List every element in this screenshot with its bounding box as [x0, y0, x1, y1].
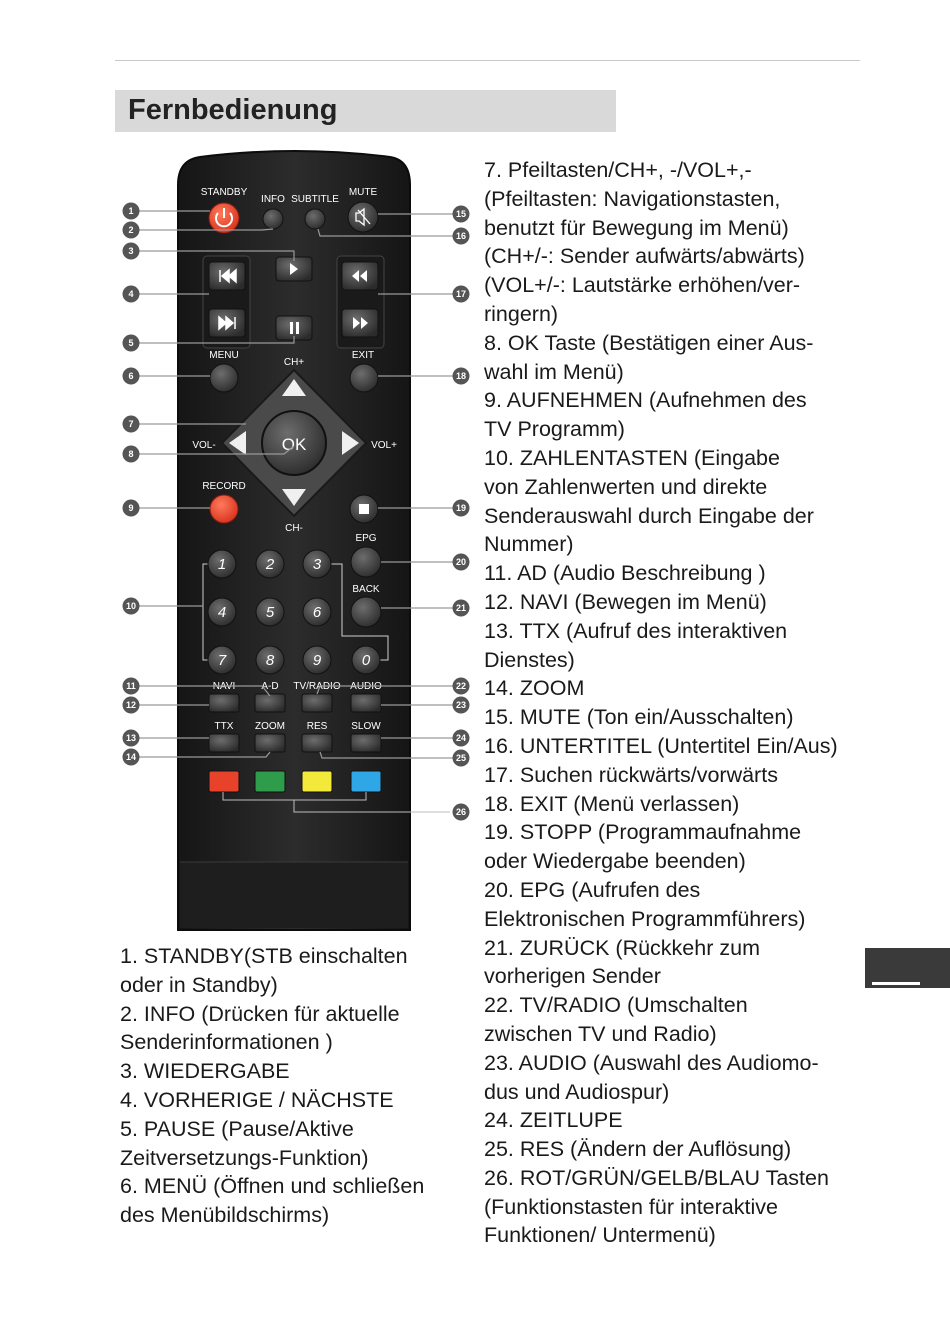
legend-line: 2. INFO (Drücken für aktuelle [120, 1001, 400, 1026]
legend-line: 3. WIEDERGABE [120, 1059, 290, 1084]
digit-label: 9 [312, 652, 322, 669]
standby-label: STANDBY [200, 187, 248, 198]
callout-number: 1 [128, 206, 134, 217]
legend-line: Senderauswahl durch Eingabe der [484, 503, 814, 528]
callout-badge [123, 286, 140, 303]
zoom-button[interactable] [255, 734, 285, 752]
legend-line: Funktionen/ Untermenü) [484, 1223, 716, 1248]
legend-line: (VOL+/-: Lautstärke erhöhen/ver- [484, 273, 801, 298]
digit-label: 1 [217, 556, 227, 573]
previous-button[interactable] [209, 262, 245, 290]
callout-badge [453, 206, 470, 223]
legend-line: 17. Suchen rückwärts/vorwärts [484, 762, 778, 787]
legend-line: 8. OK Taste (Bestätigen einer Aus- [484, 330, 814, 355]
callout-number: 4 [128, 289, 134, 300]
callout-badge [123, 730, 140, 747]
record-label: RECORD [202, 481, 246, 492]
navi-button[interactable] [209, 694, 239, 712]
mute-button[interactable] [348, 202, 378, 232]
callout-badge [123, 678, 140, 695]
callout-badge [453, 228, 470, 245]
legend-line: 19. STOPP (Programmaufnahme [484, 820, 802, 845]
info-button[interactable] [263, 209, 283, 229]
green-key[interactable] [255, 771, 285, 792]
legend-line: 4. VORHERIGE / NÄCHSTE [120, 1087, 394, 1112]
vol-minus-label: VOL- [192, 440, 216, 451]
vol-plus-label: VOL+ [371, 440, 397, 451]
callout-number: 2 [128, 225, 134, 236]
fast-forward-button[interactable] [342, 309, 378, 337]
legend-line: benutzt für Bewegung im Menü) [484, 215, 789, 240]
legend-line: 7. Pfeiltasten/CH+, -/VOL+,- [484, 158, 752, 182]
legend-line: (CH+/-: Sender aufwärts/abwärts) [484, 244, 805, 269]
callout-number: 10 [125, 601, 137, 612]
legend-line: 14. ZOOM [484, 676, 585, 701]
callout-number: 25 [455, 753, 467, 764]
menu-label: MENU [209, 350, 239, 361]
subtitle-label: SUBTITLE [291, 194, 339, 205]
legend-line: oder in Standby) [120, 972, 278, 997]
pause-icon [290, 322, 293, 334]
callout-badge [123, 446, 140, 463]
legend-line: Senderinformationen ) [120, 1030, 333, 1055]
callout-badge [123, 243, 140, 260]
callout-number: 17 [455, 289, 467, 300]
epg-label: EPG [355, 533, 377, 544]
digit-label: 8 [265, 652, 275, 669]
digit-button[interactable] [303, 598, 331, 626]
slow-button[interactable] [351, 734, 381, 752]
callout-badge [453, 500, 470, 517]
subtitle-button[interactable] [305, 209, 325, 229]
callout-number: 15 [455, 209, 467, 220]
ttx-button[interactable] [209, 734, 239, 752]
callout-number: 26 [455, 807, 467, 818]
callout-number: 21 [455, 603, 467, 614]
legend-line: Zeitversetzungs-Funktion) [120, 1145, 369, 1170]
tv-radio-button[interactable] [302, 694, 332, 712]
callout-number: 5 [128, 338, 134, 349]
digit-label: 0 [361, 652, 371, 669]
audio-label: AUDIO [350, 681, 382, 692]
slow-label: SLOW [351, 721, 381, 732]
record-button[interactable] [210, 495, 238, 523]
exit-label: EXIT [351, 350, 375, 361]
callout-badge [123, 335, 140, 352]
legend-line: 22. TV/RADIO (Umschalten [484, 993, 748, 1018]
epg-button[interactable] [351, 547, 381, 577]
legend-line: TV Programm) [484, 417, 625, 442]
legend-line: (Funktionstasten für interaktive [484, 1194, 778, 1219]
ad-button[interactable] [255, 694, 285, 712]
rewind-button[interactable] [342, 262, 378, 290]
callout-badge [453, 804, 470, 821]
legend-line: 13. TTX (Aufruf des interaktiven [484, 618, 788, 643]
digit-button[interactable] [352, 646, 380, 674]
callout-badge [123, 697, 140, 714]
digit-button[interactable] [208, 646, 236, 674]
legend-line: ringern) [484, 301, 559, 326]
callout-badge [123, 222, 140, 239]
legend-line: (Pfeiltasten: Navigationstasten, [484, 186, 781, 211]
legend-line: 25. RES (Ändern der Auflösung) [484, 1137, 792, 1162]
digit-button[interactable] [208, 550, 236, 578]
mute-label: MUTE [348, 187, 378, 198]
callout-badge [453, 286, 470, 303]
blue-key[interactable] [351, 771, 381, 792]
tv-radio-label: TV/RADIO [293, 681, 341, 692]
callout-number: 14 [125, 752, 137, 763]
legend-line: 16. UNTERTITEL (Untertitel Ein/Aus) [484, 733, 838, 758]
remote-bottom-grip [180, 862, 408, 928]
exit-button[interactable] [350, 364, 378, 392]
legend-line: 6. MENÜ (Öffnen und schließen [120, 1174, 425, 1199]
res-label: RES [306, 721, 328, 732]
legend-line: Elektronischen Programmführers) [484, 906, 806, 931]
callout-badge [123, 598, 140, 615]
legend-line: zwischen TV und Radio) [484, 1021, 717, 1046]
yellow-key[interactable] [302, 771, 332, 792]
digit-label: 2 [265, 556, 275, 573]
ch-plus-label: CH+ [283, 357, 305, 368]
stop-button[interactable] [350, 495, 378, 523]
digit-button[interactable] [303, 550, 331, 578]
callout-badge [123, 368, 140, 385]
callout-number: 13 [125, 733, 137, 744]
digit-label: 3 [312, 556, 322, 573]
digit-label: 4 [217, 604, 227, 621]
callout-number: 22 [455, 681, 467, 692]
ch-minus-label: CH- [285, 523, 303, 534]
legend-line: 5. PAUSE (Pause/Aktive [120, 1116, 354, 1141]
callout-number: 18 [455, 371, 467, 382]
callout-number: 23 [455, 700, 467, 711]
legend-line: 12. NAVI (Bewegen im Menü) [484, 589, 767, 614]
callout-number: 19 [455, 503, 467, 514]
callout-number: 20 [455, 557, 467, 568]
callout-badge [123, 749, 140, 766]
stop-icon [359, 504, 369, 514]
red-key[interactable] [209, 771, 239, 792]
zoom-label: ZOOM [255, 721, 285, 732]
legend-line: Nummer) [484, 532, 574, 557]
callout-number: 7 [128, 419, 134, 430]
callout-badge [453, 678, 470, 695]
legend-line: wahl im Menü) [484, 359, 624, 384]
digit-label: 7 [217, 652, 227, 669]
callout-number: 9 [128, 503, 134, 514]
legend-line: 21. ZURÜCK (Rückkehr zum [484, 935, 760, 960]
callout-badge [453, 730, 470, 747]
legend-line: 23. AUDIO (Auswahl des Audiomo- [484, 1050, 819, 1075]
callout-number: 11 [126, 681, 136, 692]
legend-line: des Menübildschirms) [120, 1203, 330, 1228]
callout-number: 8 [128, 449, 134, 460]
callout-number: 6 [128, 371, 134, 382]
callout-number: 16 [455, 231, 467, 242]
page-side-tab [865, 948, 950, 988]
callout-badge [453, 600, 470, 617]
menu-button[interactable] [210, 364, 238, 392]
digit-button[interactable] [208, 598, 236, 626]
legend-line: 1. STANDBY(STB einschalten [120, 944, 408, 968]
ad-label: A-D [261, 681, 279, 692]
legend-line: von Zahlenwerten und direkte [484, 474, 768, 499]
legend-line: 26. ROT/GRÜN/GELB/BLAU Tasten [484, 1165, 829, 1190]
legend-line: Dienstes) [484, 647, 575, 672]
callout-number: 24 [455, 733, 467, 744]
legend-line: oder Wiedergabe beenden) [484, 849, 746, 874]
legend-line: 10. ZAHLENTASTEN (Eingabe [484, 445, 780, 470]
res-button[interactable] [302, 734, 332, 752]
callout-badge [453, 368, 470, 385]
digit-button[interactable] [256, 550, 284, 578]
legend-left-column [120, 942, 470, 1230]
callout-badge [453, 554, 470, 571]
digit-label: 6 [312, 604, 322, 621]
legend-line: dus und Audiospur) [484, 1079, 670, 1104]
section-heading: Fernbedienung [128, 94, 338, 126]
callout-badge [123, 203, 140, 220]
digit-button[interactable] [303, 646, 331, 674]
legend-right-column [484, 156, 884, 1250]
callout-badge [123, 500, 140, 517]
callout-badge [453, 697, 470, 714]
legend-line: 15. MUTE (Ton ein/Ausschalten) [484, 705, 794, 730]
legend-line: 20. EPG (Aufrufen des [484, 877, 701, 902]
callout-badge [123, 416, 140, 433]
audio-button[interactable] [351, 694, 381, 712]
callout-badge [453, 750, 470, 767]
callout-number: 3 [128, 246, 134, 257]
legend-line: 11. AD (Audio Beschreibung ) [484, 561, 766, 586]
info-label: INFO [261, 194, 285, 205]
next-button[interactable] [209, 309, 245, 337]
ok-label: OK [281, 435, 307, 454]
standby-button[interactable] [209, 203, 239, 233]
ttx-label: TTX [214, 721, 234, 732]
digit-button[interactable] [256, 598, 284, 626]
back-button[interactable] [351, 597, 381, 627]
legend-line: vorherigen Sender [484, 964, 661, 989]
digit-label: 5 [265, 604, 275, 621]
navi-label: NAVI [212, 681, 236, 692]
legend-line: 9. AUFNEHMEN (Aufnehmen des [484, 388, 807, 413]
digit-button[interactable] [256, 646, 284, 674]
back-label: BACK [352, 584, 380, 595]
callout-number: 12 [125, 700, 137, 711]
legend-line: 24. ZEITLUPE [484, 1108, 623, 1133]
legend-line: 18. EXIT (Menü verlassen) [484, 791, 740, 816]
